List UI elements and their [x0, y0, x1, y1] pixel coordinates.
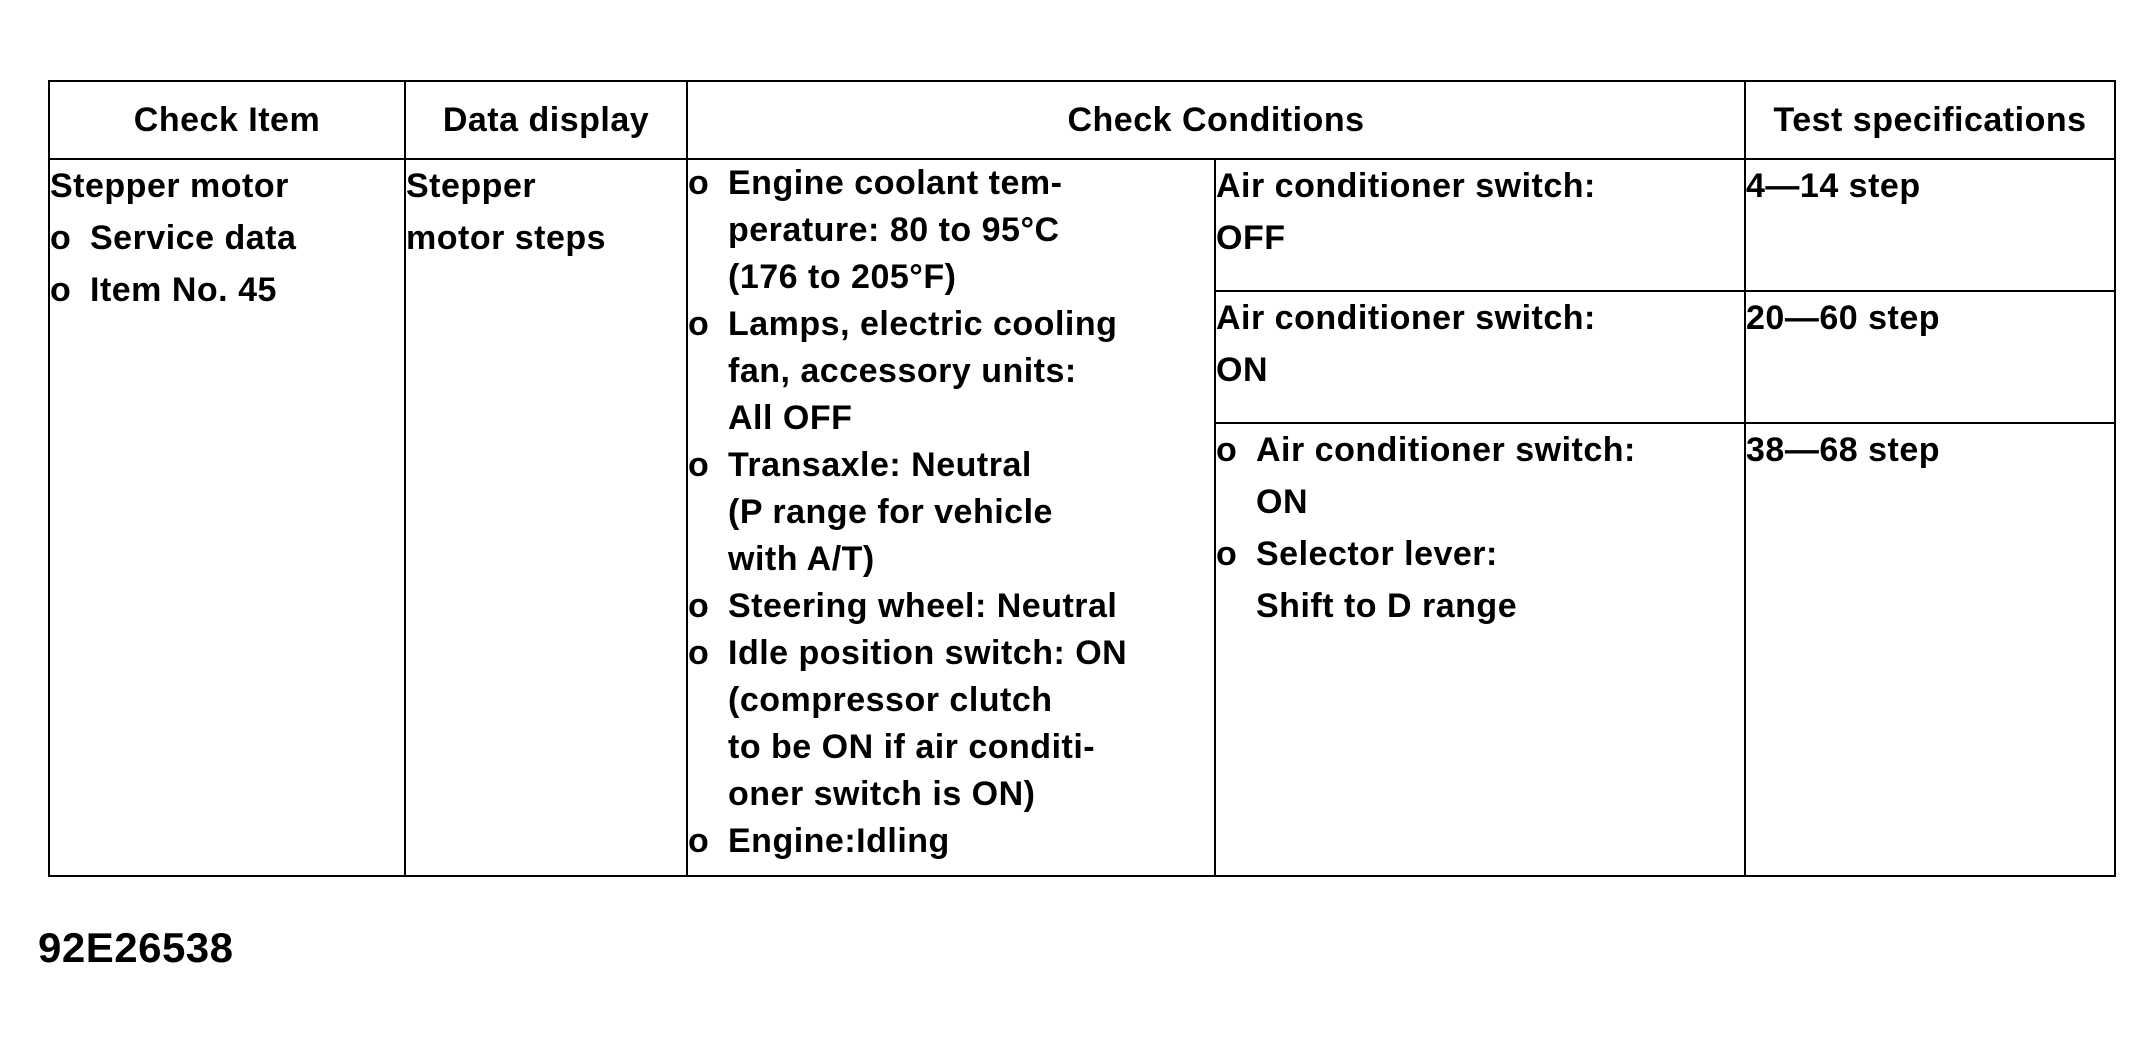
list-item	[688, 630, 1214, 818]
document-id: 92E26538	[38, 924, 234, 971]
condition-text: Steering wheel: Neutral	[728, 587, 1118, 625]
list-item	[1216, 528, 1744, 632]
list-item	[688, 442, 1214, 583]
bullet-marker: o	[688, 587, 710, 625]
check-item-title: Stepper motor	[50, 167, 289, 205]
header-row	[49, 81, 2115, 159]
spec-value: 20—60 step	[1746, 299, 1940, 337]
list-item	[688, 583, 1214, 630]
data-display-text: Stepper motor steps	[406, 167, 607, 257]
list-item	[1216, 424, 1744, 528]
table-row	[49, 159, 2115, 291]
check-item-cell	[49, 159, 405, 876]
spec-table	[48, 80, 2116, 877]
bullet-marker: o	[688, 305, 710, 343]
bullet-marker: o	[1216, 535, 1238, 573]
bullet-marker: o	[50, 219, 72, 257]
bullet-marker: o	[688, 822, 710, 860]
list-item	[50, 212, 404, 264]
condition-text: Selector lever: Shift to D range	[1256, 535, 1518, 625]
spec-cell	[1745, 159, 2115, 291]
condition-text: Air conditioner switch: ON	[1216, 299, 1596, 389]
list-item	[688, 301, 1214, 442]
condition-text: Idle position switch: ON (compressor clutch to be ON if air conditi- oner switch is ON)	[728, 634, 1128, 813]
bullet-marker: o	[688, 164, 710, 202]
spec-value: 4—14 step	[1746, 167, 1921, 205]
spec-cell	[1745, 423, 2115, 876]
ac-off-condition-cell	[1215, 159, 1745, 291]
bullet-marker: o	[688, 446, 710, 484]
header-check-conditions: Check Conditions	[687, 81, 1745, 159]
check-item-bullet: Service data	[90, 219, 297, 257]
condition-text: Air conditioner switch: ON	[1256, 431, 1636, 521]
bullet-marker: o	[1216, 431, 1238, 469]
spec-value: 38—68 step	[1746, 431, 1940, 469]
data-display-cell	[405, 159, 687, 876]
common-conditions-cell	[687, 159, 1215, 876]
list-item	[50, 264, 404, 316]
header-check-item: Check Item	[49, 81, 405, 159]
bullet-marker: o	[50, 271, 72, 309]
condition-text: Lamps, electric cooling fan, accessory units: All OFF	[728, 305, 1118, 437]
condition-text: Engine coolant tem- perature: 80 to 95°C (176 to 205°F)	[728, 164, 1063, 296]
spec-cell	[1745, 291, 2115, 423]
check-item-bullet: Item No. 45	[90, 271, 277, 309]
header-test-specifications: Test specifications	[1745, 81, 2115, 159]
list-item	[688, 160, 1214, 301]
condition-text: Air conditioner switch: OFF	[1216, 167, 1596, 257]
bullet-marker: o	[688, 634, 710, 672]
condition-text: Engine:Idling	[728, 822, 950, 860]
list-item	[688, 818, 1214, 865]
ac-on-condition-cell	[1215, 291, 1745, 423]
condition-text: Transaxle: Neutral (P range for vehicle with A/T)	[728, 446, 1053, 578]
ac-on-drive-condition-cell	[1215, 423, 1745, 876]
header-data-display: Data display	[405, 81, 687, 159]
